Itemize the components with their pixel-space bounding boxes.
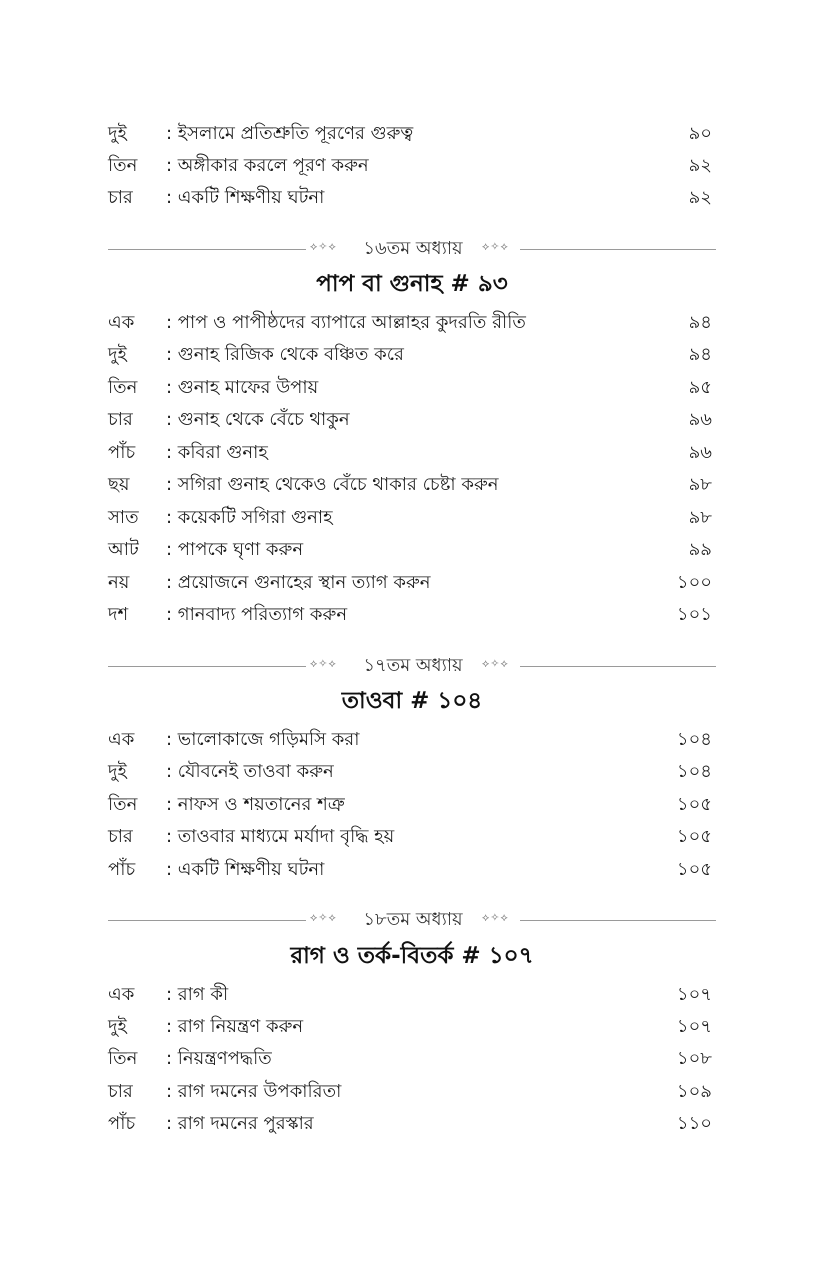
entry-page: ১০০ — [676, 572, 712, 593]
toc-entry[interactable] — [108, 503, 712, 533]
toc-entry[interactable] — [108, 470, 712, 500]
toc-entry[interactable] — [108, 1044, 712, 1074]
ornament-icon: ⟡✧⟡ — [310, 657, 337, 670]
divider-line-left — [108, 920, 306, 921]
toc-entry[interactable] — [108, 822, 712, 852]
toc-entry[interactable] — [108, 980, 712, 1010]
ornament-icon: ⟡✧⟡ — [482, 240, 509, 253]
divider-line-right — [520, 920, 716, 921]
entry-number: এক — [108, 984, 135, 1005]
entry-title: : পাপ ও পাপীষ্ঠদের ব্যাপারে আল্লাহর কুদরতি রীতি — [166, 312, 526, 333]
entry-number: নয় — [108, 572, 130, 593]
toc-entry[interactable] — [108, 119, 712, 149]
entry-page: ৯২ — [688, 187, 712, 208]
entry-page: ১০১ — [676, 604, 712, 625]
entry-title: : গুনাহ রিজিক থেকে বঞ্চিত করে — [166, 344, 404, 365]
entry-number: ছয় — [108, 474, 130, 495]
entry-number: দুই — [108, 1016, 127, 1037]
entry-number: তিন — [108, 155, 138, 176]
entry-number: পাঁচ — [108, 1113, 136, 1134]
entry-title: : রাগ দমনের পুরস্কার — [166, 1113, 314, 1134]
entry-number: দুই — [108, 344, 127, 365]
entry-page: ৯৪ — [688, 344, 712, 365]
entry-number: দুই — [108, 761, 127, 782]
chapter-heading[interactable]: পাপ বা গুনাহ # ৯৩ — [316, 271, 508, 297]
entry-page: ১০৭ — [676, 1016, 712, 1037]
toc-entry[interactable] — [108, 757, 712, 787]
entry-page: ১১০ — [676, 1113, 712, 1134]
entry-page: ৯৬ — [688, 409, 712, 430]
entry-page: ৯৬ — [688, 442, 712, 463]
toc-entry[interactable] — [108, 183, 712, 213]
entry-page: ৯২ — [688, 155, 712, 176]
entry-number: চার — [108, 409, 133, 430]
entry-page: ১০৫ — [676, 794, 712, 815]
toc-entry[interactable] — [108, 438, 712, 468]
toc-entry[interactable] — [108, 151, 712, 181]
entry-title: : গানবাদ্য পরিত্যাগ করুন — [166, 604, 348, 625]
entry-title: : ভালোকাজে গড়িমসি করা — [166, 729, 360, 750]
entry-page: ৯০ — [688, 123, 712, 144]
entry-number: তিন — [108, 794, 138, 815]
toc-entry[interactable] — [108, 373, 712, 403]
toc-entry[interactable] — [108, 405, 712, 435]
entry-title: : রাগ দমনের উপকারিতা — [166, 1081, 342, 1102]
entry-title: : ইসলামে প্রতিশ্রুতি পূরণের গুরুত্ব — [166, 123, 414, 144]
entry-title: : তাওবার মাধ্যমে মর্যাদা বৃদ্ধি হয় — [166, 826, 395, 847]
toc-entry[interactable] — [108, 535, 712, 565]
entry-title: : একটি শিক্ষণীয় ঘটনা — [166, 859, 325, 880]
entry-title: : নাফস ও শয়তানের শত্রু — [166, 794, 345, 815]
chapter-heading[interactable]: তাওবা # ১০৪ — [341, 688, 483, 714]
divider-line-right — [520, 249, 716, 250]
entry-title: : গুনাহ থেকে বেঁচে থাকুন — [166, 409, 350, 430]
entry-title: : কয়েকটি সগিরা গুনাহ — [166, 507, 333, 528]
entry-number: দশ — [108, 604, 129, 625]
toc-entry[interactable] — [108, 568, 712, 598]
entry-title: : প্রয়োজনে গুনাহের স্থান ত্যাগ করুন — [166, 572, 431, 593]
entry-page: ১০৯ — [676, 1081, 712, 1102]
entry-number: আট — [108, 539, 139, 560]
ornament-icon: ⟡✧⟡ — [482, 657, 509, 670]
toc-entry[interactable] — [108, 855, 712, 885]
divider-line-right — [520, 666, 716, 667]
entry-page: ১০৫ — [676, 826, 712, 847]
ornament-icon: ⟡✧⟡ — [482, 911, 509, 924]
entry-page: ৯৪ — [688, 312, 712, 333]
chapter-label: ১৬তম অধ্যায় — [363, 238, 463, 259]
entry-number: চার — [108, 1081, 133, 1102]
entry-number: তিন — [108, 1048, 138, 1069]
entry-number: পাঁচ — [108, 442, 136, 463]
entry-page: ৯৫ — [688, 377, 712, 398]
chapter-divider — [108, 237, 716, 261]
entry-title: : যৌবনেই তাওবা করুন — [166, 761, 334, 782]
divider-line-left — [108, 666, 306, 667]
entry-number: চার — [108, 187, 133, 208]
toc-entry[interactable] — [108, 308, 712, 338]
toc-entry[interactable] — [108, 725, 712, 755]
entry-number: তিন — [108, 377, 138, 398]
toc-entry[interactable] — [108, 1077, 712, 1107]
entry-title: : একটি শিক্ষণীয় ঘটনা — [166, 187, 325, 208]
chapter-label: ১৮তম অধ্যায় — [363, 909, 463, 930]
entry-page: ১০৪ — [676, 729, 712, 750]
entry-title: : অঙ্গীকার করলে পূরণ করুন — [166, 155, 369, 176]
ornament-icon: ⟡✧⟡ — [310, 240, 337, 253]
toc-entry[interactable] — [108, 600, 712, 630]
entry-number: চার — [108, 826, 133, 847]
entry-number: এক — [108, 729, 135, 750]
chapter-label: ১৭তম অধ্যায় — [363, 655, 463, 676]
entry-number: এক — [108, 312, 135, 333]
entry-page: ৯৮ — [688, 507, 712, 528]
entry-page: ৯৯ — [688, 539, 712, 560]
entry-number: পাঁচ — [108, 859, 136, 880]
entry-title: : পাপকে ঘৃণা করুন — [166, 539, 304, 560]
entry-number: দুই — [108, 123, 127, 144]
entry-page: ১০৫ — [676, 859, 712, 880]
divider-line-left — [108, 249, 306, 250]
entry-title: : সগিরা গুনাহ থেকেও বেঁচে থাকার চেষ্টা করুন — [166, 474, 499, 495]
chapter-heading[interactable]: রাগ ও তর্ক-বিতর্ক # ১০৭ — [290, 943, 534, 969]
toc-entry[interactable] — [108, 340, 712, 370]
chapter-divider — [108, 654, 716, 678]
entry-page: ৯৮ — [688, 474, 712, 495]
entry-title: : রাগ নিয়ন্ত্রণ করুন — [166, 1016, 304, 1037]
entry-page: ১০৭ — [676, 984, 712, 1005]
entry-page: ১০৪ — [676, 761, 712, 782]
ornament-icon: ⟡✧⟡ — [310, 911, 337, 924]
toc-entry[interactable] — [108, 790, 712, 820]
entry-title: : রাগ কী — [166, 984, 229, 1005]
chapter-divider — [108, 908, 716, 932]
entry-title: : গুনাহ মাফের উপায় — [166, 377, 319, 398]
entry-title: : কবিরা গুনাহ — [166, 442, 268, 463]
toc-entry[interactable] — [108, 1109, 712, 1139]
toc-entry[interactable] — [108, 1012, 712, 1042]
entry-number: সাত — [108, 507, 139, 528]
entry-title: : নিয়ন্ত্রণপদ্ধতি — [166, 1048, 272, 1069]
entry-page: ১০৮ — [676, 1048, 712, 1069]
